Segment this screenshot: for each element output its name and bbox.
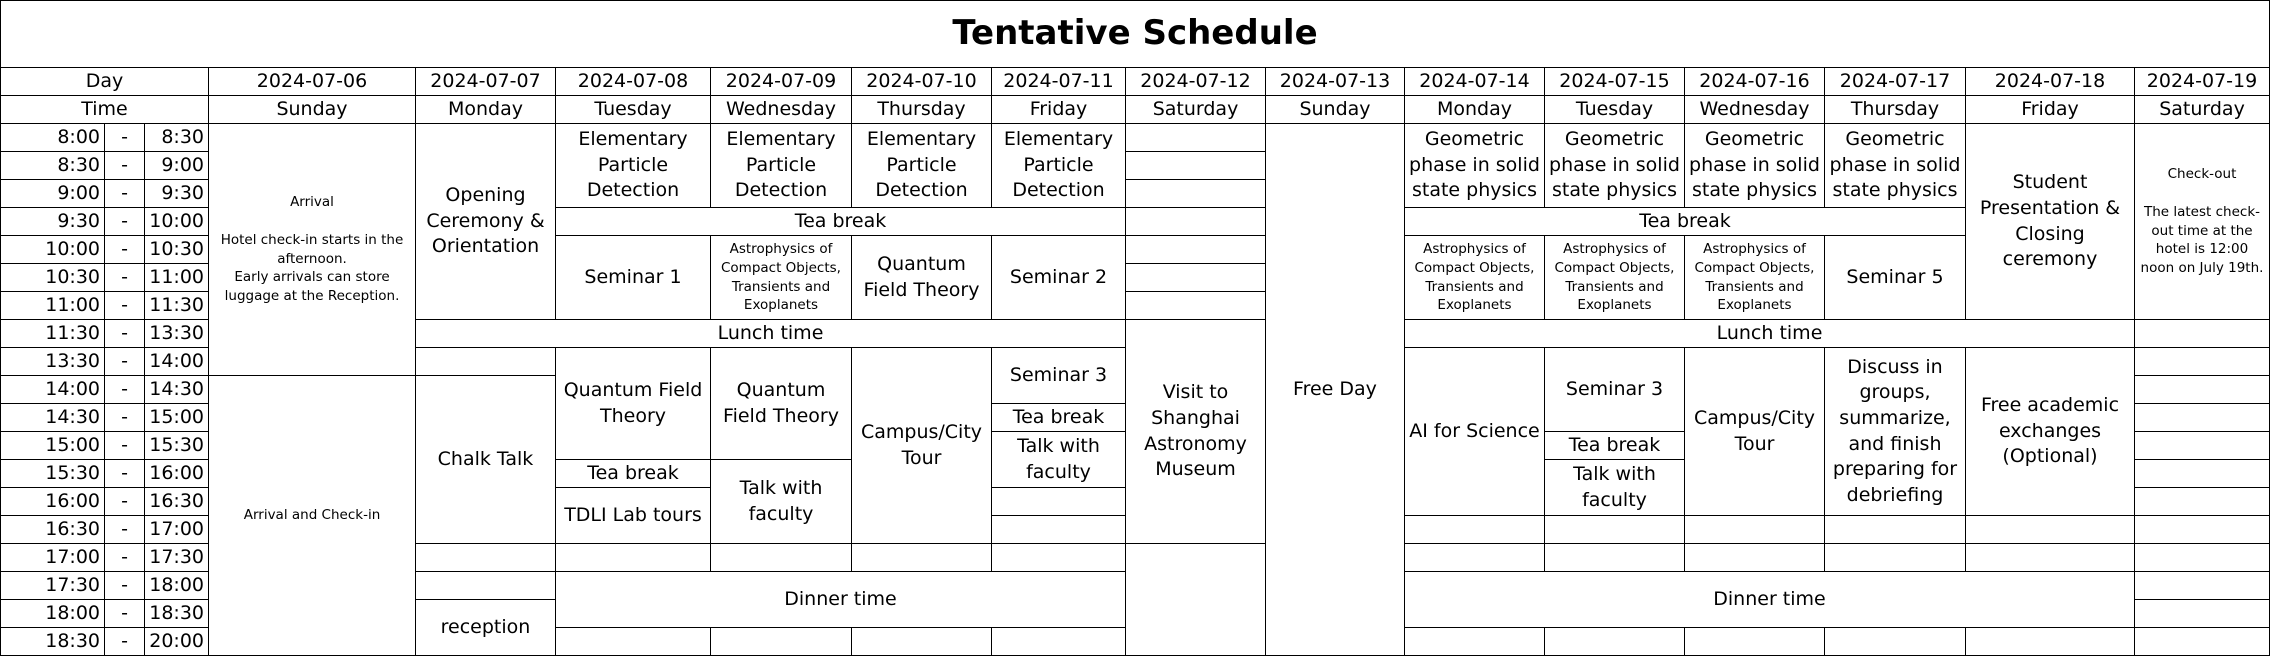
schedule-event: Elementary Particle Detection	[992, 124, 1126, 208]
schedule-event: Check-out The latest check-out time at the hotel is 12:00 noon on July 19th.	[2135, 124, 2270, 320]
day-weekday: Saturday	[1126, 96, 1266, 124]
schedule-event: Seminar 2	[992, 236, 1126, 320]
schedule-event: Elementary Particle Detection	[852, 124, 992, 208]
day-date: 2024-07-07	[416, 68, 556, 96]
schedule-event: Geometric phase in solid state physics	[1545, 124, 1685, 208]
slot-separator: -	[105, 320, 145, 348]
slot-separator: -	[105, 516, 145, 544]
empty-cell	[992, 544, 1126, 572]
slot-separator: -	[105, 292, 145, 320]
schedule-event: Astrophysics of Compact Objects, Transients and Exoplanets	[711, 236, 852, 320]
slot-start-time: 16:00	[0, 488, 105, 516]
slot-start-time: 9:00	[0, 180, 105, 208]
schedule-event: Geometric phase in solid state physics	[1685, 124, 1825, 208]
empty-cell	[1126, 152, 1266, 180]
slot-separator: -	[105, 376, 145, 404]
schedule-event: Elementary Particle Detection	[556, 124, 711, 208]
schedule-event: Free Day	[1266, 124, 1405, 656]
schedule-event: Quantum Field Theory	[711, 348, 852, 460]
day-weekday: Saturday	[2135, 96, 2270, 124]
day-date: 2024-07-09	[711, 68, 852, 96]
schedule-event: Tea break	[1545, 432, 1685, 460]
empty-cell	[556, 628, 711, 656]
day-date: 2024-07-12	[1126, 68, 1266, 96]
empty-cell	[2135, 488, 2270, 516]
slot-end-time: 10:00	[145, 208, 209, 236]
schedule-event: Lunch time	[1405, 320, 2135, 348]
page-title: Tentative Schedule	[0, 0, 2270, 68]
empty-cell	[2135, 348, 2270, 376]
empty-cell	[852, 628, 992, 656]
slot-end-time: 17:30	[145, 544, 209, 572]
schedule-event: Quantum Field Theory	[556, 348, 711, 460]
schedule-event: Tea break	[556, 460, 711, 488]
day-weekday: Wednesday	[1685, 96, 1825, 124]
slot-end-time: 13:30	[145, 320, 209, 348]
slot-end-time: 18:00	[145, 572, 209, 600]
empty-cell	[416, 572, 556, 600]
empty-cell	[1405, 516, 1545, 544]
day-header-label: Day	[0, 68, 209, 96]
schedule-event: Lunch time	[416, 320, 1126, 348]
schedule-event: Campus/City Tour	[1685, 348, 1825, 516]
slot-start-time: 10:00	[0, 236, 105, 264]
day-weekday: Monday	[1405, 96, 1545, 124]
empty-cell	[1825, 628, 1966, 656]
schedule-event: Talk with faculty	[711, 460, 852, 544]
empty-cell	[1685, 628, 1825, 656]
slot-start-time: 18:30	[0, 628, 105, 656]
empty-cell	[2135, 404, 2270, 432]
slot-start-time: 18:00	[0, 600, 105, 628]
slot-separator: -	[105, 124, 145, 152]
empty-cell	[1545, 544, 1685, 572]
empty-cell	[711, 628, 852, 656]
slot-separator: -	[105, 600, 145, 628]
slot-start-time: 10:30	[0, 264, 105, 292]
empty-cell	[1825, 516, 1966, 544]
empty-cell	[416, 544, 556, 572]
slot-separator: -	[105, 404, 145, 432]
day-weekday: Wednesday	[711, 96, 852, 124]
slot-start-time: 9:30	[0, 208, 105, 236]
schedule-event: Talk with faculty	[1545, 460, 1685, 516]
slot-start-time: 8:30	[0, 152, 105, 180]
day-date: 2024-07-14	[1405, 68, 1545, 96]
empty-cell	[992, 516, 1126, 544]
schedule-event: Tea break	[1405, 208, 1966, 236]
schedule-event: Tea break	[992, 404, 1126, 432]
empty-cell	[1825, 544, 1966, 572]
schedule-event: Chalk Talk	[416, 376, 556, 544]
schedule-event: Student Presentation & Closing ceremony	[1966, 124, 2135, 320]
day-date: 2024-07-06	[209, 68, 416, 96]
slot-separator: -	[105, 208, 145, 236]
slot-start-time: 14:30	[0, 404, 105, 432]
slot-end-time: 18:30	[145, 600, 209, 628]
time-header-label: Time	[0, 96, 209, 124]
empty-cell	[1966, 516, 2135, 544]
empty-cell	[2135, 432, 2270, 460]
empty-cell	[2135, 460, 2270, 488]
empty-cell	[1405, 628, 1545, 656]
slot-separator: -	[105, 488, 145, 516]
slot-separator: -	[105, 544, 145, 572]
slot-start-time: 16:30	[0, 516, 105, 544]
slot-end-time: 11:00	[145, 264, 209, 292]
slot-start-time: 14:00	[0, 376, 105, 404]
schedule-event: Elementary Particle Detection	[711, 124, 852, 208]
empty-cell	[2135, 376, 2270, 404]
slot-start-time: 15:00	[0, 432, 105, 460]
slot-end-time: 9:30	[145, 180, 209, 208]
empty-cell	[1126, 124, 1266, 152]
schedule-event: Geometric phase in solid state physics	[1825, 124, 1966, 208]
day-weekday: Tuesday	[1545, 96, 1685, 124]
empty-cell	[1126, 544, 1266, 656]
slot-separator: -	[105, 460, 145, 488]
schedule-event: Arrival and Check-in	[209, 376, 416, 656]
day-weekday: Sunday	[1266, 96, 1405, 124]
schedule-event: Seminar 3	[1545, 348, 1685, 432]
slot-start-time: 17:00	[0, 544, 105, 572]
day-date: 2024-07-18	[1966, 68, 2135, 96]
slot-separator: -	[105, 572, 145, 600]
slot-separator: -	[105, 432, 145, 460]
slot-start-time: 13:30	[0, 348, 105, 376]
schedule-event: Discuss in groups, summarize, and finish preparing for debriefing	[1825, 348, 1966, 516]
slot-end-time: 15:30	[145, 432, 209, 460]
day-date: 2024-07-10	[852, 68, 992, 96]
slot-start-time: 17:30	[0, 572, 105, 600]
schedule-event: AI for Science	[1405, 348, 1545, 516]
day-date: 2024-07-17	[1825, 68, 1966, 96]
schedule-event: Opening Ceremony & Orientation	[416, 124, 556, 320]
empty-cell	[992, 488, 1126, 516]
empty-cell	[2135, 628, 2270, 656]
schedule-event: Seminar 1	[556, 236, 711, 320]
day-date: 2024-07-11	[992, 68, 1126, 96]
day-weekday: Friday	[1966, 96, 2135, 124]
slot-separator: -	[105, 180, 145, 208]
slot-end-time: 16:30	[145, 488, 209, 516]
slot-end-time: 8:30	[145, 124, 209, 152]
slot-start-time: 15:30	[0, 460, 105, 488]
empty-cell	[1545, 628, 1685, 656]
slot-end-time: 10:30	[145, 236, 209, 264]
slot-end-time: 11:30	[145, 292, 209, 320]
day-weekday: Thursday	[1825, 96, 1966, 124]
day-date: 2024-07-15	[1545, 68, 1685, 96]
slot-start-time: 11:00	[0, 292, 105, 320]
empty-cell	[2135, 320, 2270, 348]
empty-cell	[1545, 516, 1685, 544]
slot-end-time: 20:00	[145, 628, 209, 656]
schedule-event: Astrophysics of Compact Objects, Transients and Exoplanets	[1545, 236, 1685, 320]
schedule-event: Astrophysics of Compact Objects, Transients and Exoplanets	[1685, 236, 1825, 320]
slot-end-time: 14:00	[145, 348, 209, 376]
schedule-event: Seminar 3	[992, 348, 1126, 404]
empty-cell	[1685, 516, 1825, 544]
schedule-event: Talk with faculty	[992, 432, 1126, 488]
schedule-event: Dinner time	[1405, 572, 2135, 628]
empty-cell	[992, 628, 1126, 656]
empty-cell	[1405, 544, 1545, 572]
day-weekday: Monday	[416, 96, 556, 124]
day-weekday: Thursday	[852, 96, 992, 124]
empty-cell	[1966, 544, 2135, 572]
slot-end-time: 17:00	[145, 516, 209, 544]
schedule-event: Seminar 5	[1825, 236, 1966, 320]
slot-separator: -	[105, 628, 145, 656]
empty-cell	[2135, 516, 2270, 544]
schedule-event: Quantum Field Theory	[852, 236, 992, 320]
empty-cell	[1126, 236, 1266, 264]
schedule-event: Astrophysics of Compact Objects, Transients and Exoplanets	[1405, 236, 1545, 320]
empty-cell	[1685, 544, 1825, 572]
slot-separator: -	[105, 264, 145, 292]
day-date: 2024-07-16	[1685, 68, 1825, 96]
empty-cell	[1126, 208, 1266, 236]
empty-cell	[1966, 628, 2135, 656]
schedule-event: Arrival Hotel check-in starts in the afternoon. Early arrivals can store luggage at the Reception.	[209, 124, 416, 376]
schedule-event: Geometric phase in solid state physics	[1405, 124, 1545, 208]
empty-cell	[2135, 572, 2270, 600]
slot-end-time: 16:00	[145, 460, 209, 488]
slot-start-time: 8:00	[0, 124, 105, 152]
day-weekday: Tuesday	[556, 96, 711, 124]
day-weekday: Sunday	[209, 96, 416, 124]
day-date: 2024-07-08	[556, 68, 711, 96]
slot-separator: -	[105, 348, 145, 376]
empty-cell	[1126, 180, 1266, 208]
empty-cell	[852, 544, 992, 572]
empty-cell	[2135, 544, 2270, 572]
schedule-event: Tea break	[556, 208, 1126, 236]
day-date: 2024-07-19	[2135, 68, 2270, 96]
empty-cell	[2135, 600, 2270, 628]
schedule-event: Free academic exchanges (Optional)	[1966, 348, 2135, 516]
slot-separator: -	[105, 236, 145, 264]
day-weekday: Friday	[992, 96, 1126, 124]
slot-end-time: 14:30	[145, 376, 209, 404]
empty-cell	[416, 348, 556, 376]
schedule-event: Dinner time	[556, 572, 1126, 628]
day-date: 2024-07-13	[1266, 68, 1405, 96]
slot-end-time: 15:00	[145, 404, 209, 432]
slot-end-time: 9:00	[145, 152, 209, 180]
schedule-event: Campus/City Tour	[852, 348, 992, 544]
schedule-event: Visit to Shanghai Astronomy Museum	[1126, 320, 1266, 544]
schedule-event: TDLI Lab tours	[556, 488, 711, 544]
empty-cell	[556, 544, 711, 572]
slot-separator: -	[105, 152, 145, 180]
empty-cell	[1126, 292, 1266, 320]
empty-cell	[1126, 264, 1266, 292]
slot-start-time: 11:30	[0, 320, 105, 348]
schedule-event: reception	[416, 600, 556, 656]
empty-cell	[711, 544, 852, 572]
